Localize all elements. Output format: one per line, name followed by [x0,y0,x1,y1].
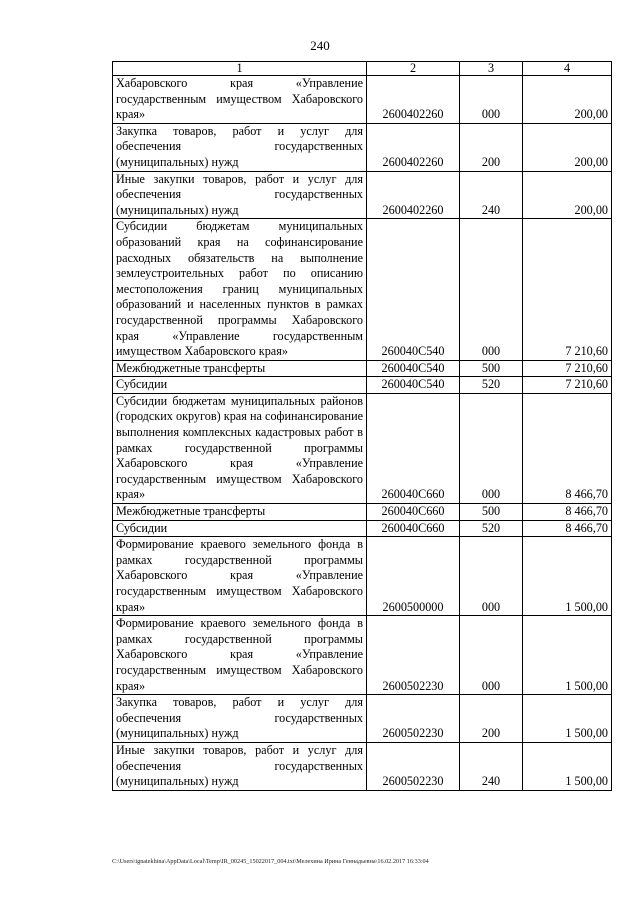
row-sum-cell: 8 466,70 [523,393,612,503]
row-sum-cell: 7 210,60 [523,219,612,360]
row-type-cell: 200 [460,123,523,171]
row-type-cell: 000 [460,393,523,503]
table-row [113,616,612,695]
row-sum-cell: 7 210,60 [523,360,612,377]
table-row [113,695,612,743]
table-row [113,504,612,521]
row-code-cell: 2600402260 [367,76,460,124]
row-code-cell: 2600502230 [367,742,460,790]
row-name-cell: Закупка товаров, работ и услуг для обеспечения государственных (муниципальных) нужд [113,695,367,743]
column-header-4: 4 [523,62,612,76]
row-name-cell: Формирование краевого земельного фонда в рамках государственной программы Хабаровского края «Управление государственным имуществом Хабаровского края» [113,537,367,616]
row-name-cell: Формирование краевого земельного фонда в рамках государственной программы Хабаровского края «Управление государственным имуществом Хабаровского края» [113,616,367,695]
row-type-cell: 000 [460,76,523,124]
row-type-cell: 000 [460,616,523,695]
row-sum-cell: 200,00 [523,123,612,171]
row-type-cell: 200 [460,695,523,743]
table-row [113,171,612,219]
row-type-cell: 500 [460,360,523,377]
row-type-cell: 000 [460,219,523,360]
row-code-cell: 260040С660 [367,520,460,537]
row-sum-cell: 1 500,00 [523,537,612,616]
row-name-cell: Иные закупки товаров, работ и услуг для обеспечения государственных (муниципальных) нужд [113,171,367,219]
row-name-cell: Субсидии [113,377,367,394]
table-row [113,123,612,171]
row-sum-cell: 1 500,00 [523,695,612,743]
row-name-cell: Хабаровского края «Управление государственным имуществом Хабаровского края» [113,76,367,124]
table-row [113,537,612,616]
row-type-cell: 240 [460,742,523,790]
row-name-cell: Субсидии бюджетам муниципальных образований края на софинансирование расходных обязательств на выполнение землеустроительных работ по описанию местоположения границ муниципальных образований и населенных пунктов в рамках государственной программы Хабаровского края «Управление государственным имуществом Хабаровского края» [113,219,367,360]
row-code-cell: 2600500000 [367,537,460,616]
column-header-1: 1 [113,62,367,76]
row-code-cell: 2600502230 [367,616,460,695]
row-name-cell: Иные закупки товаров, работ и услуг для обеспечения государственных (муниципальных) нужд [113,742,367,790]
row-code-cell: 260040С660 [367,504,460,521]
column-header-3: 3 [460,62,523,76]
row-code-cell: 2600402260 [367,171,460,219]
row-sum-cell: 1 500,00 [523,742,612,790]
row-sum-cell: 200,00 [523,171,612,219]
row-name-cell: Межбюджетные трансферты [113,360,367,377]
table-header-row [113,62,612,76]
row-code-cell: 2600502230 [367,695,460,743]
budget-table [112,61,612,791]
row-type-cell: 520 [460,377,523,394]
table-row [113,377,612,394]
table-row [113,393,612,503]
row-sum-cell: 1 500,00 [523,616,612,695]
row-sum-cell: 8 466,70 [523,520,612,537]
table-row [113,219,612,360]
row-code-cell: 260040С540 [367,360,460,377]
row-sum-cell: 7 210,60 [523,377,612,394]
row-sum-cell: 8 466,70 [523,504,612,521]
row-name-cell: Закупка товаров, работ и услуг для обеспечения государственных (муниципальных) нужд [113,123,367,171]
row-type-cell: 520 [460,520,523,537]
table-row [113,76,612,124]
page-number: 240 [310,38,330,53]
table-row [113,742,612,790]
row-code-cell: 2600402260 [367,123,460,171]
row-code-cell: 260040С540 [367,219,460,360]
table-row [113,520,612,537]
table-body [113,76,612,791]
row-name-cell: Межбюджетные трансферты [113,504,367,521]
file-path-footer: C:\Users\ignatekhina\AppData\Local\Temp\IR_00245_15022017_004.txt\Мелехина Ирина Геннадьевна\16.02.2017 16:33:04 [112,858,429,865]
row-type-cell: 000 [460,537,523,616]
row-type-cell: 500 [460,504,523,521]
row-name-cell: Субсидии бюджетам муниципальных районов (городских округов) края на софинансирование выполнения комплексных кадастровых работ в рамках государственной программы Хабаровского края «Управление государственным имуществом Хабаровского края» [113,393,367,503]
row-type-cell: 240 [460,171,523,219]
row-code-cell: 260040С540 [367,377,460,394]
table-row [113,360,612,377]
row-name-cell: Субсидии [113,520,367,537]
row-code-cell: 260040С660 [367,393,460,503]
column-header-2: 2 [367,62,460,76]
row-sum-cell: 200,00 [523,76,612,124]
